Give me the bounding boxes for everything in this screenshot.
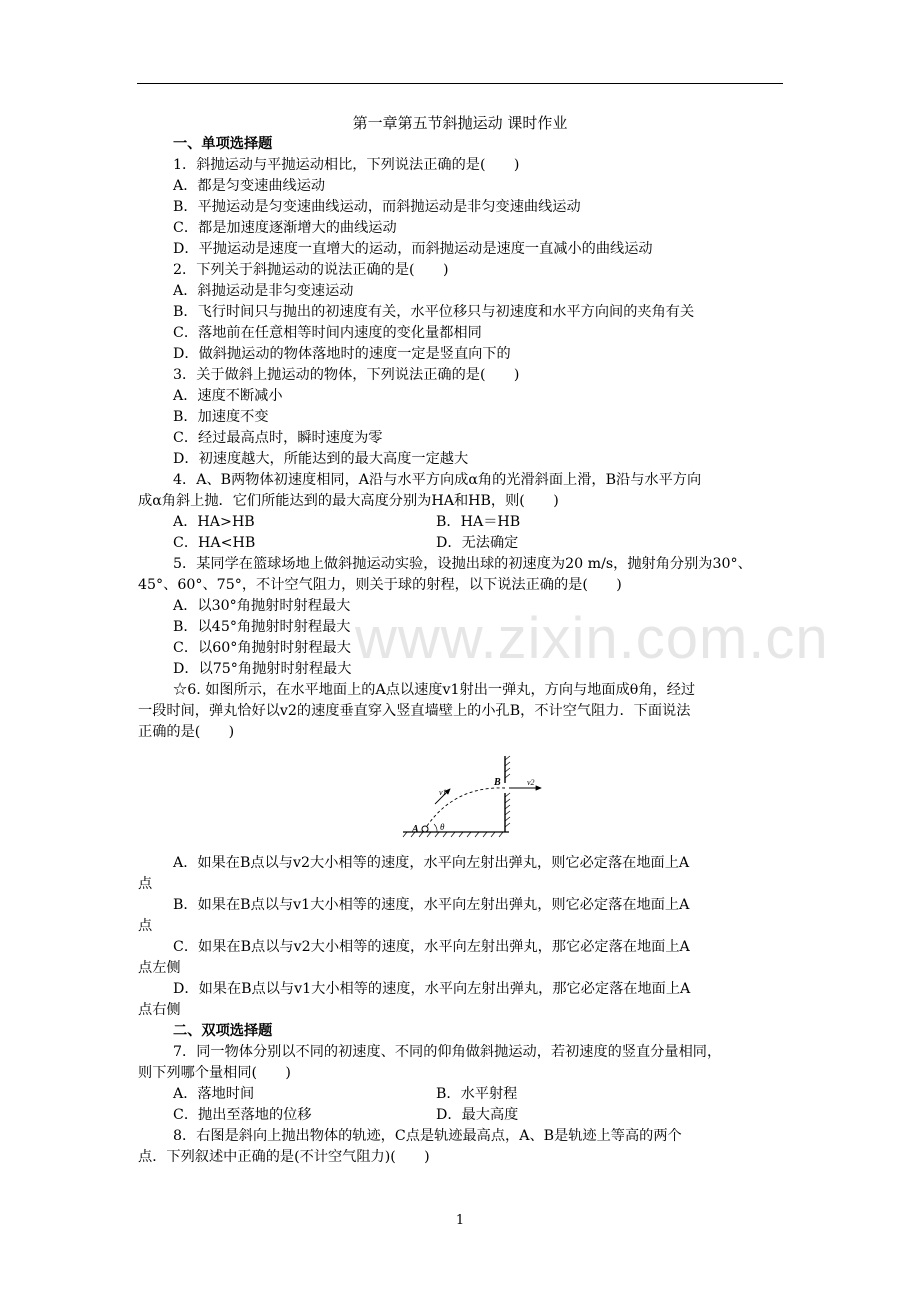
q2-option-b: B．飞行时间只与抛出的初速度有关，水平位移只与初速度和水平方向间的夹角有关: [173, 304, 695, 320]
q7-stem-line1: 7．同一物体分别以不同的初速度、不同的仰角做斜抛运动，若初速度的竖直分量相同，: [173, 1044, 722, 1060]
q3-option-c: C．经过最高点时，瞬时速度为零: [173, 430, 383, 446]
q6-stem-line1: ☆6. 如图所示，在水平地面上的A点以速度v1射出一弹丸，方向与地面成θ角，经过: [173, 682, 696, 698]
q7-option-c: C．抛出至落地的位移: [173, 1107, 312, 1123]
label-B: B: [494, 777, 501, 788]
page-title: 第一章第五节斜抛运动 课时作业: [352, 114, 568, 132]
q6-option-b-line1: B．如果在B点以与v1大小相等的速度，水平向左射出弹丸，则它必定落在地面上A: [173, 897, 690, 913]
q3-stem: 3．关于做斜上抛运动的物体，下列说法正确的是( ): [173, 367, 520, 383]
q3-option-b: B．加速度不变: [173, 409, 269, 425]
q4-option-b: B．HA＝HB: [436, 514, 521, 530]
q5-option-c: C．以60°角抛射时射程最大: [173, 640, 351, 656]
q4-option-a: A．HA>HB: [173, 514, 255, 530]
q4-option-c: C．HA<HB: [173, 535, 256, 551]
q5-option-a: A．以30°角抛射时射程最大: [173, 598, 351, 614]
q4-option-d: D．无法确定: [436, 535, 519, 551]
page-number: 1: [455, 1213, 465, 1228]
header-rule: [137, 83, 783, 84]
q2-option-a: A．斜抛运动是非匀变速运动: [173, 283, 354, 299]
q5-option-b: B．以45°角抛射时射程最大: [173, 619, 351, 635]
q1-stem: 1．斜抛运动与平抛运动相比，下列说法正确的是( ): [173, 157, 520, 173]
q1-option-d: D．平抛运动是速度一直增大的运动，而斜抛运动是速度一直减小的曲线运动: [173, 241, 653, 257]
q2-stem: 2．下列关于斜抛运动的说法正确的是( ): [173, 262, 449, 278]
watermark: www.zixin.com.cn: [355, 606, 829, 671]
section-heading-double-choice: 二、双项选择题: [173, 1023, 273, 1039]
q2-option-d: D．做斜抛运动的物体落地时的速度一定是竖直向下的: [173, 346, 511, 362]
q3-option-d: D．初速度越大，所能达到的最大高度一定越大: [173, 451, 469, 467]
q6-stem-line3: 正确的是( ): [138, 724, 235, 740]
q6-stem-line2: 一段时间，弹丸恰好以v2的速度垂直穿入竖直墙壁上的小孔B，不计空气阻力．下面说法: [138, 703, 691, 719]
q8-stem-line1: 8．右图是斜向上抛出物体的轨迹，C点是轨迹最高点，A、B是轨迹上等高的两个: [173, 1128, 682, 1144]
label-theta: θ: [440, 822, 445, 832]
q6-option-c-line2: 点左侧: [138, 960, 181, 976]
q1-option-c: C．都是加速度逐渐增大的曲线运动: [173, 220, 397, 236]
q1-option-a: A．都是匀变速曲线运动: [173, 178, 326, 194]
label-v2: v2: [527, 778, 535, 787]
ball: [422, 826, 428, 832]
q7-option-d: D．最大高度: [436, 1107, 519, 1123]
label-v1: v1: [439, 788, 447, 797]
q5-stem-line2: 45°、60°、75°，不计空气阻力，则关于球的射程，以下说法正确的是( ): [138, 577, 622, 593]
projectile-figure: [395, 752, 555, 840]
q7-option-b: B．水平射程: [436, 1086, 518, 1102]
label-A: A: [412, 824, 419, 835]
q6-option-d-line2: 点右侧: [138, 1002, 181, 1018]
q6-option-b-line2: 点: [138, 918, 153, 934]
q1-option-b: B．平抛运动是匀变速曲线运动，而斜抛运动是非匀变速曲线运动: [173, 199, 581, 215]
q4-stem-line1: 4．A、B两物体初速度相同，A沿与水平方向成α角的光滑斜面上滑，B沿与水平方向: [173, 472, 702, 488]
angle-arc: [434, 824, 437, 832]
wall-hatch: [505, 756, 510, 827]
q7-option-a: A．落地时间: [173, 1086, 255, 1102]
q6-option-a-line2: 点: [138, 876, 153, 892]
q6-option-a-line1: A．如果在B点以与v2大小相等的速度，水平向左射出弹丸，则它必定落在地面上A: [173, 855, 690, 871]
q6-option-c-line1: C．如果在B点以与v2大小相等的速度，水平向左射出弹丸，那它必定落在地面上A: [173, 939, 690, 955]
q5-stem-line1: 5．某同学在篮球场地上做斜抛运动实验，设抛出球的初速度为20 m/s，抛射角分别为30°、: [173, 556, 752, 572]
q5-option-d: D．以75°角抛射时射程最大: [173, 661, 352, 677]
q8-stem-line2: 点．下列叙述中正确的是(不计空气阻力)( ): [138, 1149, 430, 1165]
section-heading-single-choice: 一、单项选择题: [173, 136, 273, 152]
q6-option-d-line1: D．如果在B点以与v1大小相等的速度，水平向左射出弹丸，那它必定落在地面上A: [173, 981, 691, 997]
q3-option-a: A．速度不断减小: [173, 388, 283, 404]
q7-stem-line2: 则下列哪个量相同( ): [138, 1065, 291, 1081]
q4-stem-line2: 成α角斜上抛．它们所能达到的最大高度分别为HA和HB，则( ): [138, 493, 559, 509]
q2-option-c: C．落地前在任意相等时间内速度的变化量都相同: [173, 325, 482, 341]
